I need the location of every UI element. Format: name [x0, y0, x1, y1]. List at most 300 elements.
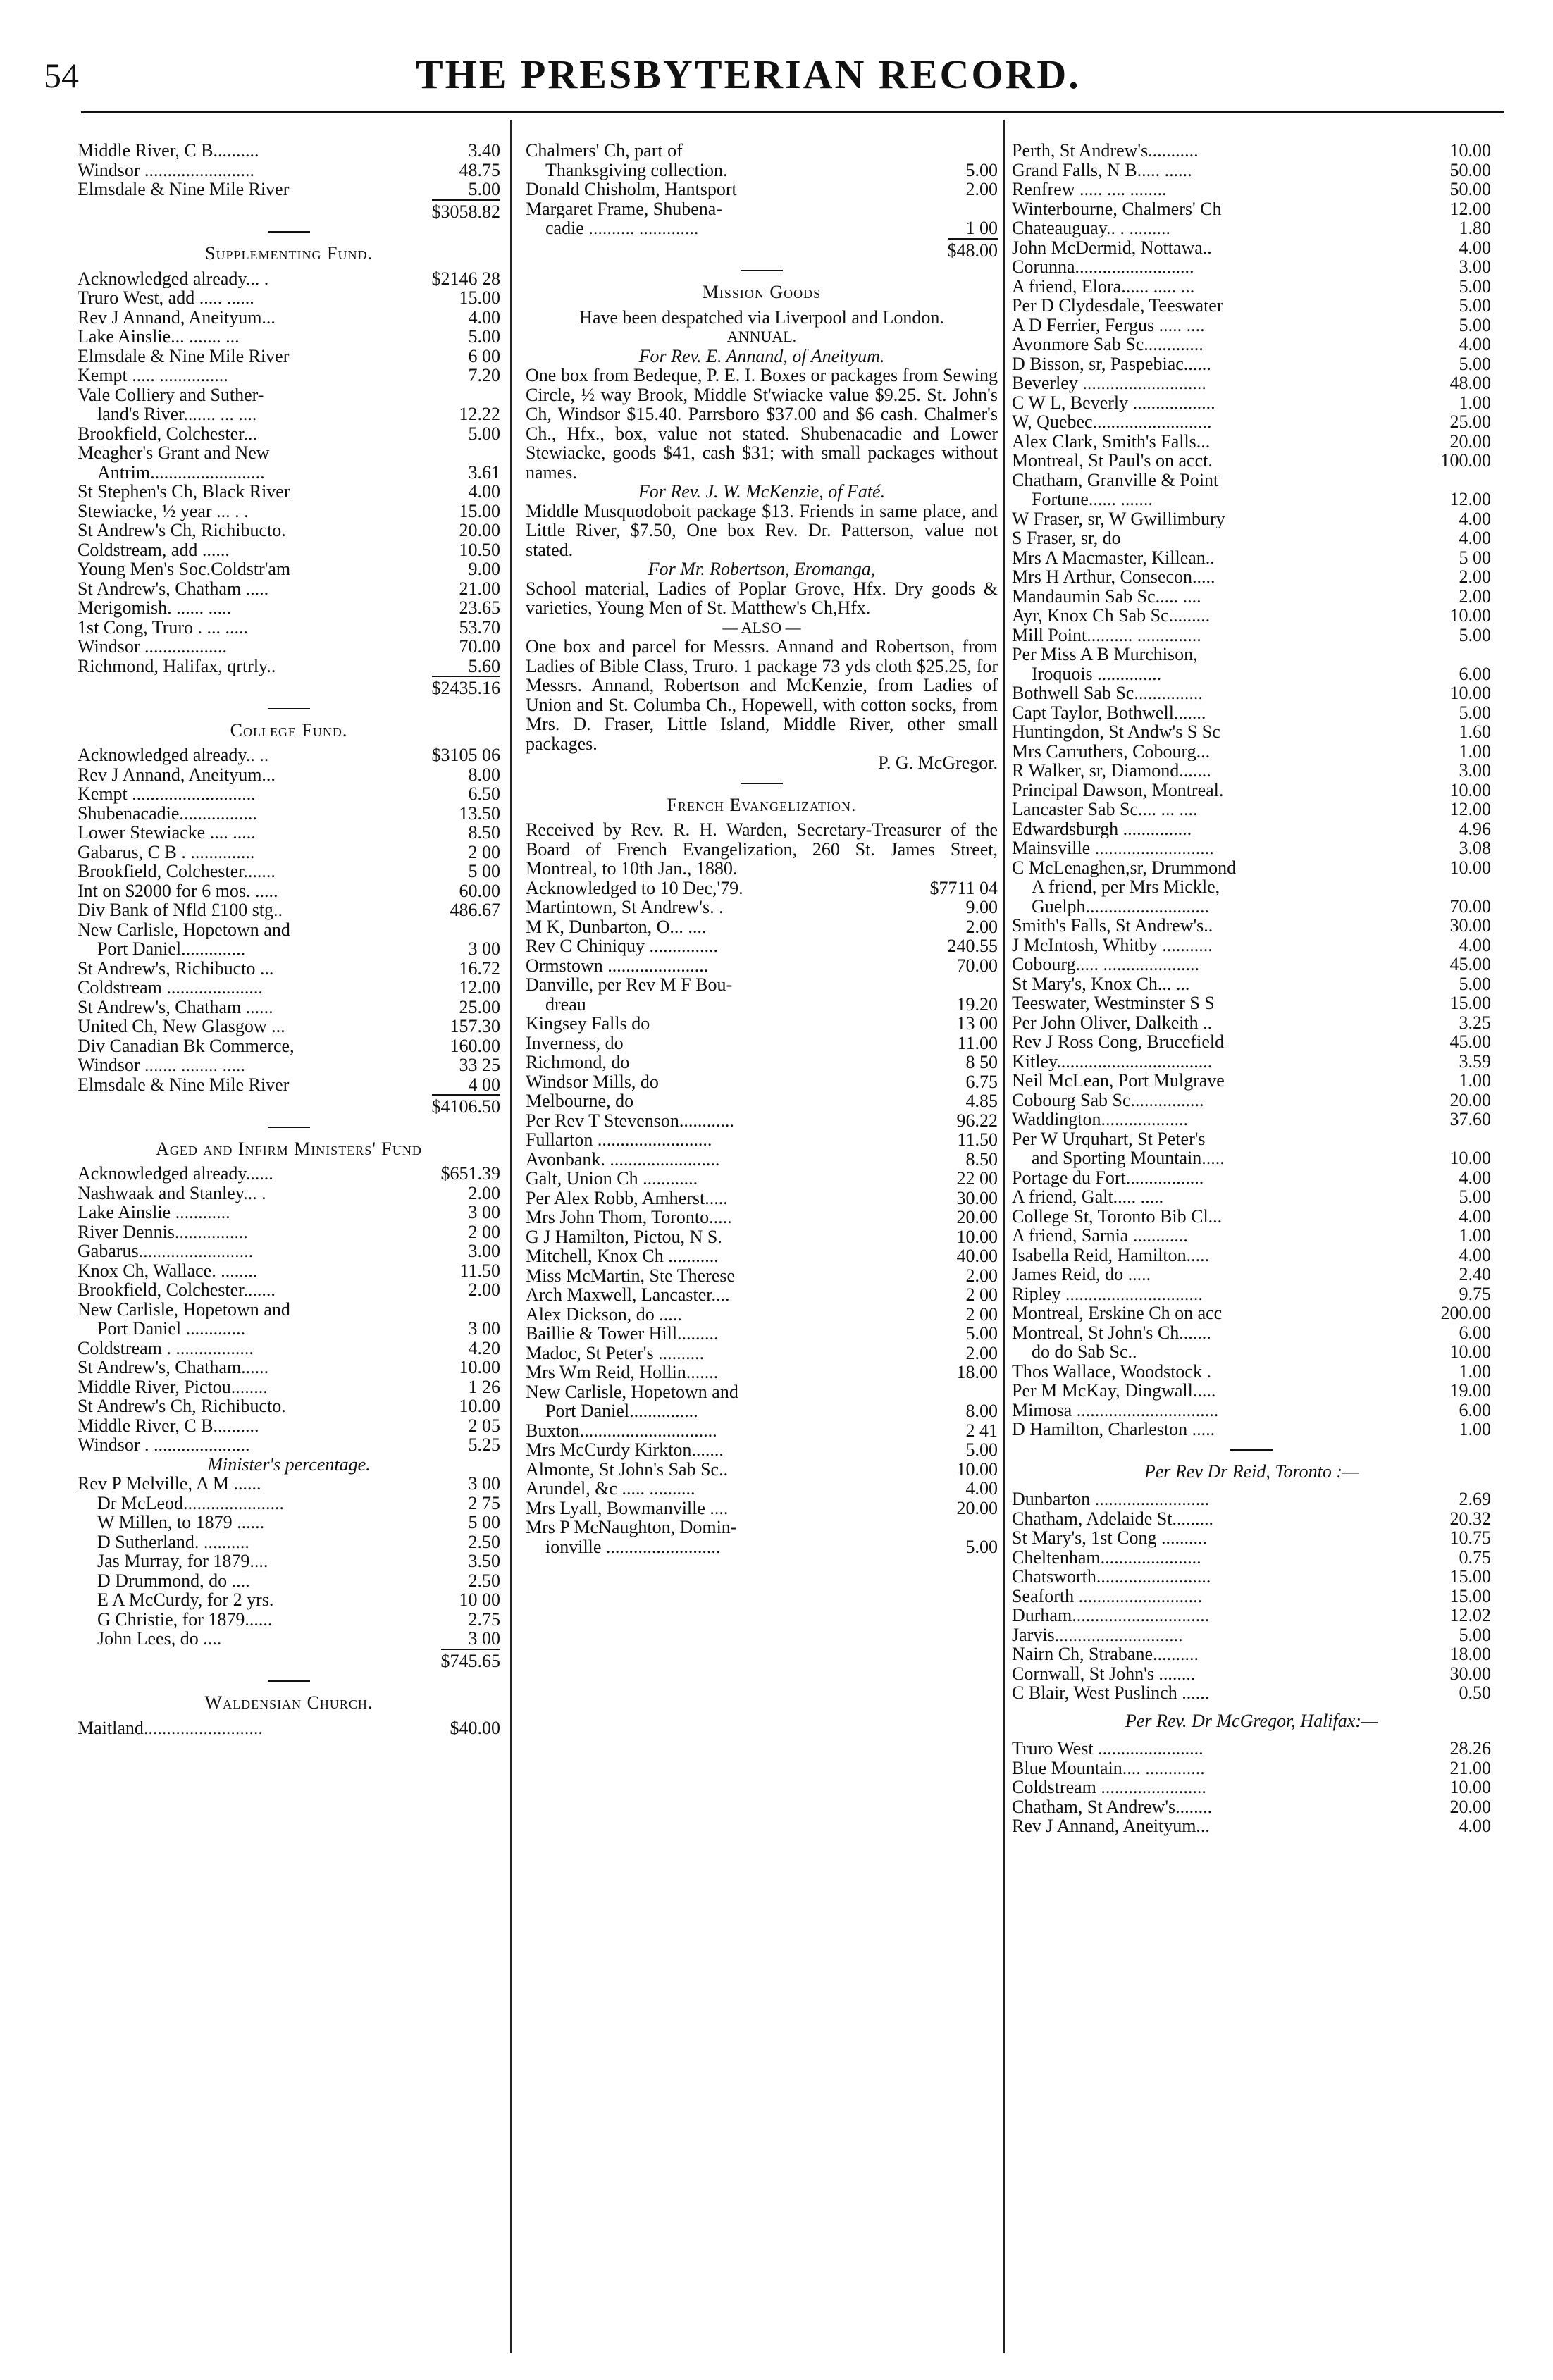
ledger-entry	[1012, 161, 1491, 180]
entry-amount: 40.00	[956, 1246, 998, 1266]
entry-amount: 2.00	[468, 1279, 500, 1300]
ledger-entry	[1012, 1207, 1491, 1227]
ledger-entry	[78, 598, 500, 618]
ledger-entry	[1012, 257, 1491, 277]
entry-amount: 1.80	[1459, 218, 1491, 238]
entry-amount: 10.00	[459, 1357, 500, 1377]
italic-subheading: Per Rev Dr Reid, Toronto :—	[1144, 1461, 1359, 1482]
entry-label: C McLenaghen,sr, Drummond	[1012, 857, 1237, 877]
entry-amount: 20.32	[1449, 1508, 1491, 1529]
entry-label: Bothwell Sab Sc...............	[1012, 683, 1203, 703]
ledger-entry	[1012, 1664, 1491, 1684]
ledger-entry	[526, 1324, 998, 1344]
ledger-entry	[78, 637, 500, 657]
entry-label: Fullarton .........................	[526, 1130, 712, 1150]
entry-label: S Fraser, sr, do	[1012, 528, 1121, 548]
entry-label: James Reid, do .....	[1012, 1265, 1151, 1284]
entry-amount: 3 00	[468, 1318, 500, 1339]
entry-amount: 157.30	[450, 1016, 500, 1036]
section-total	[78, 1094, 500, 1117]
ledger-entry	[1012, 1168, 1491, 1188]
section-total	[526, 238, 998, 261]
entry-amount: 19.00	[1449, 1380, 1491, 1401]
ledger-entry	[526, 1246, 998, 1266]
entry-amount: 48.00	[1449, 373, 1491, 393]
ledger-entry	[1012, 1759, 1491, 1778]
entry-label: A friend, per Mrs Mickle,	[1032, 877, 1220, 897]
small-caption: — ALSO —	[722, 618, 801, 636]
entry-amount: 1.00	[1459, 1225, 1491, 1246]
entry-amount: 2.00	[1459, 585, 1491, 607]
ledger-entry	[78, 327, 500, 347]
total-amount: $4106.50	[432, 1094, 501, 1117]
entry-label: ionville .........................	[545, 1537, 721, 1556]
ledger-entry	[1012, 471, 1491, 490]
entry-amount: 3.00	[1459, 760, 1491, 781]
ledger-entry	[78, 482, 500, 502]
ledger-entry	[78, 366, 500, 385]
entry-amount: 20.00	[1449, 1796, 1491, 1817]
entry-label: Mrs Carruthers, Cobourg...	[1012, 741, 1211, 761]
entry-label: Windsor . .....................	[78, 1435, 250, 1455]
entry-label: John McDermid, Nottawa..	[1012, 237, 1212, 257]
ledger-entry	[526, 1440, 998, 1460]
entry-amount: 5.00	[1459, 275, 1491, 297]
entry-amount: 1.00	[1459, 1070, 1491, 1091]
entry-amount: 1 00	[965, 218, 998, 238]
entry-amount: 15.00	[1449, 1585, 1491, 1606]
entry-amount: 5.00	[965, 1536, 998, 1557]
entry-label: Per W Urquhart, St Peter's	[1012, 1129, 1206, 1148]
entry-amount: 5.00	[1459, 973, 1491, 994]
entry-amount: 30.00	[1449, 1663, 1491, 1684]
entry-amount: 4.00	[1459, 1167, 1491, 1188]
entry-label: River Dennis................	[78, 1222, 248, 1241]
ledger-entry	[1012, 1110, 1491, 1129]
entry-amount: 19.20	[956, 993, 998, 1015]
entry-label: Seaforth ...........................	[1012, 1586, 1203, 1606]
entry-label: Renfrew ..... .... ........	[1012, 180, 1167, 199]
entry-label: Grand Falls, N B..... ......	[1012, 160, 1192, 180]
entry-label: Antrim.........................	[97, 462, 265, 482]
ledger-entry	[78, 881, 500, 901]
entry-label: Lower Stewiacke .... .....	[78, 823, 256, 843]
entry-amount: 2.00	[965, 179, 998, 199]
paragraph: One box from Bedeque, P. E. I. Boxes or packages from Sewing Circle, ½ way Brook, Middle St'wiacke value $9.25. St. John's Ch, Windsor $15.40. Parrsboro $37.00 and $6 cash. Chalmer's Ch., Hfx., box, value not stated. Shubenacadie and Lower Stewiacke, goods $41, cash $31; with small packages without names.	[526, 365, 998, 483]
ledger-entry	[526, 1150, 998, 1170]
section-heading: College Fund.	[230, 719, 348, 740]
ledger-entry	[1012, 1587, 1491, 1606]
entry-amount: 100.00	[1440, 450, 1491, 471]
entry-amount: 5 00	[468, 1512, 500, 1532]
entry-amount: 50.00	[1449, 179, 1491, 199]
entry-label: Ripley ..............................	[1012, 1284, 1203, 1303]
ledger-entry	[526, 995, 998, 1015]
ledger-entry	[526, 1266, 998, 1286]
paragraph: Received by Rev. R. H. Warden, Secretary-Treasurer of the Board of French Evangelization, 260 St. James Street, Montreal, to 10th Jan., 1880.	[526, 819, 998, 879]
italic-subheading: For Mr. Robertson, Eromanga,	[648, 559, 876, 579]
entry-label: Mimosa ...............................	[1012, 1400, 1219, 1420]
entry-label: Arch Maxwell, Lancaster....	[526, 1285, 730, 1305]
entry-amount: 4 00	[468, 1074, 500, 1095]
ledger-entry	[78, 765, 500, 785]
ledger-entry	[1012, 1265, 1491, 1284]
entry-label: St Andrew's, Chatham ......	[78, 997, 273, 1017]
entry-label: Principal Dawson, Montreal.	[1012, 780, 1224, 800]
entry-amount: 2 05	[468, 1415, 500, 1436]
entry-amount: 70.00	[956, 955, 998, 976]
spacer	[1012, 1703, 1491, 1711]
entry-label: St Andrew's, Chatham .....	[78, 578, 269, 598]
entry-amount: $651.39	[440, 1163, 500, 1184]
entry-label: Cheltenham......................	[1012, 1547, 1201, 1567]
entry-amount: 5.00	[1459, 1624, 1491, 1645]
italic-subheading: Minister's percentage.	[207, 1454, 371, 1475]
section-total	[78, 199, 500, 222]
ledger-entry	[78, 784, 500, 804]
entry-label: Alex Clark, Smith's Falls...	[1012, 431, 1211, 451]
entry-label: Kitley..................................	[1012, 1051, 1213, 1071]
journal-title: THE PRESBYTERIAN RECORD.	[416, 51, 1081, 97]
ledger-entry	[526, 1208, 998, 1227]
column-right	[1012, 141, 1491, 1836]
entry-label: Mrs McCurdy Kirkton.......	[526, 1440, 724, 1460]
ledger-entry	[526, 1227, 998, 1247]
entry-amount: 2.75	[468, 1609, 500, 1630]
ledger-entry	[1012, 1091, 1491, 1110]
entry-amount: 3.00	[468, 1241, 500, 1261]
ledger-entry	[1012, 703, 1491, 723]
entry-label: Mrs A Macmaster, Killean..	[1012, 547, 1215, 567]
ledger-entry	[78, 404, 500, 424]
entry-label: Edwardsburgh ...............	[1012, 819, 1192, 838]
entry-amount: 5.60	[468, 655, 500, 676]
entry-amount: 11.50	[459, 1260, 500, 1281]
ledger-entry	[526, 936, 998, 956]
ledger-entry	[1012, 800, 1491, 819]
entry-amount: 16.72	[459, 957, 500, 979]
ledger-entry	[1012, 1778, 1491, 1797]
entry-label: Durham..............................	[1012, 1606, 1210, 1625]
ledger-entry	[1012, 606, 1491, 626]
ledger-entry	[526, 1091, 998, 1111]
entry-label: Kingsey Falls do	[526, 1014, 650, 1034]
entry-amount: 4.00	[1459, 334, 1491, 354]
ledger-entry	[1012, 412, 1491, 432]
entry-label: Truro West .......................	[1012, 1739, 1204, 1759]
entry-label: Gabarus, C B . ..............	[78, 842, 255, 862]
entry-amount: 5 00	[468, 861, 500, 881]
ledger-entry	[1012, 1381, 1491, 1401]
entry-label: Isabella Reid, Hamilton.....	[1012, 1245, 1210, 1265]
ledger-entry	[78, 1435, 500, 1455]
ledger-entry	[1012, 199, 1491, 219]
ledger-entry	[526, 1014, 998, 1034]
entry-amount: 4.00	[1459, 1816, 1491, 1836]
ledger-entry	[1012, 916, 1491, 936]
ledger-entry	[78, 1629, 500, 1649]
ledger-entry	[1012, 1509, 1491, 1529]
entry-label: Per John Oliver, Dalkeith ..	[1012, 1012, 1213, 1032]
ledger-entry	[78, 1184, 500, 1203]
entry-amount: 2.69	[1459, 1489, 1491, 1509]
ledger-entry	[78, 1055, 500, 1075]
ledger-entry	[1012, 664, 1491, 684]
entry-amount: 10.00	[459, 1396, 500, 1416]
entry-label: Thos Wallace, Woodstock .	[1012, 1361, 1211, 1381]
ledger-entry	[1012, 742, 1491, 762]
entry-label: Jarvis............................	[1012, 1625, 1183, 1644]
entry-label: Mrs Lyall, Bowmanville ....	[526, 1498, 729, 1518]
entry-amount: 5.00	[965, 1439, 998, 1460]
ledger-entry	[1012, 1797, 1491, 1817]
ledger-entry	[526, 1499, 998, 1518]
ledger-entry	[526, 1189, 998, 1208]
entry-label: Windsor ..................	[78, 637, 227, 657]
entry-label: Portage du Fort.................	[1012, 1167, 1204, 1187]
entry-amount: 21.00	[459, 578, 500, 599]
ledger-entry	[526, 1363, 998, 1382]
entry-amount: 10.00	[1449, 857, 1491, 878]
entry-label: Chalmers' Ch, part of	[526, 141, 683, 161]
entry-amount: 2 00	[468, 841, 500, 862]
entry-label: Ormstown ......................	[526, 955, 709, 975]
entry-label: W, Quebec..........................	[1012, 412, 1212, 432]
italic-subheading: For Rev. J. W. McKenzie, of Faté.	[638, 481, 886, 502]
entry-label: Chatham, Granville & Point	[1012, 470, 1219, 490]
entry-label: Fortune...... .......	[1032, 490, 1153, 509]
entry-label: D Hamilton, Charleston .....	[1012, 1420, 1215, 1439]
ledger-entry	[1012, 1032, 1491, 1052]
ledger-entry	[78, 900, 500, 920]
entry-amount: 4.00	[468, 306, 500, 328]
entry-amount: 20.00	[956, 1497, 998, 1518]
ledger-entry	[1012, 722, 1491, 742]
entry-amount: 3.08	[1459, 838, 1491, 858]
entry-label: Perth, St Andrew's...........	[1012, 141, 1199, 161]
entry-amount: 8.50	[965, 1148, 998, 1170]
entry-label: St Stephen's Ch, Black River	[78, 482, 290, 502]
entry-amount: 3 00	[468, 1202, 500, 1222]
entry-amount: 5.00	[468, 179, 500, 199]
entry-amount: 3.25	[1459, 1012, 1491, 1033]
entry-amount: 3.50	[468, 1551, 500, 1571]
entry-label: Young Men's Soc.Coldstr'am	[78, 559, 291, 579]
entry-label: Meagher's Grant and New	[78, 443, 270, 463]
entry-label: Coldstream .....................	[78, 978, 263, 998]
ledger-entry	[78, 443, 500, 463]
ledger-entry	[1012, 761, 1491, 781]
entry-label: Vale Colliery and Suther-	[78, 385, 264, 404]
entry-amount: 2 00	[965, 1284, 998, 1305]
entry-amount: 8.00	[965, 1401, 998, 1421]
ledger-entry	[1012, 1401, 1491, 1420]
ledger-entry	[1012, 393, 1491, 413]
entry-amount: 4.00	[1459, 934, 1491, 955]
entry-label: Waddington...................	[1012, 1110, 1188, 1129]
entry-amount: 20.00	[956, 1207, 998, 1227]
ledger-entry	[1012, 316, 1491, 335]
ledger-entry	[78, 559, 500, 579]
entry-amount: 2.00	[965, 1265, 998, 1286]
entry-label: Mrs John Thom, Toronto.....	[526, 1208, 732, 1227]
ledger-entry	[526, 1518, 998, 1537]
ledger-entry	[78, 1036, 500, 1056]
entry-label: Per D Clydesdale, Teeswater	[1012, 296, 1223, 316]
ledger-entry	[78, 843, 500, 862]
entry-amount: 13.50	[459, 802, 500, 824]
ledger-entry	[1012, 432, 1491, 452]
entry-label: Buxton..............................	[526, 1420, 717, 1440]
ledger-entry	[78, 579, 500, 599]
entry-label: Stewiacke, ½ year ... . .	[78, 501, 249, 521]
total-amount: $745.65	[441, 1649, 501, 1671]
entry-label: Rev P Melville, A M ......	[78, 1474, 261, 1494]
ledger-entry	[78, 180, 500, 199]
ledger-entry	[78, 745, 500, 765]
entry-amount: 0.75	[1459, 1547, 1491, 1568]
entry-amount: 50.00	[1449, 159, 1491, 180]
entry-amount: 4.96	[1459, 818, 1491, 839]
entry-label: Dunbarton .........................	[1012, 1489, 1210, 1509]
entry-label: Melbourne, do	[526, 1091, 634, 1111]
entry-label: Avonbank. ........................	[526, 1149, 720, 1169]
ledger-entry	[78, 1610, 500, 1630]
entry-amount: 3.40	[468, 140, 500, 161]
ledger-entry	[78, 1339, 500, 1358]
entry-label: W Millen, to 1879 ......	[97, 1513, 265, 1532]
ledger-entry	[1012, 335, 1491, 354]
ledger-entry	[78, 959, 500, 979]
ledger-entry	[526, 1382, 998, 1402]
entry-amount: 18.00	[1449, 1644, 1491, 1664]
ledger-entry	[526, 975, 998, 995]
entry-amount: 2.50	[468, 1570, 500, 1591]
entry-amount: 5.00	[1459, 702, 1491, 723]
ledger-entry	[1012, 1683, 1491, 1703]
entry-label: J McIntosh, Whitby ...........	[1012, 935, 1213, 955]
ledger-entry	[78, 269, 500, 289]
entry-amount: 23.65	[459, 597, 500, 618]
entry-amount: 21.00	[1449, 1757, 1491, 1778]
entry-amount: 12.00	[1449, 198, 1491, 219]
ledger-entry	[1012, 645, 1491, 664]
section-separator	[741, 270, 783, 271]
entry-amount: 15.00	[459, 500, 500, 521]
ledger-entry	[78, 804, 500, 824]
entry-amount: 11.00	[957, 1032, 998, 1053]
entry-amount: 1.00	[1459, 1419, 1491, 1439]
ledger-entry	[526, 1053, 998, 1072]
ledger-entry	[78, 1494, 500, 1513]
entry-amount: 5.00	[965, 159, 998, 180]
entry-amount: 45.00	[1449, 954, 1491, 974]
section-separator	[268, 231, 310, 233]
total-amount: $48.00	[948, 238, 998, 261]
ledger-entry	[78, 1017, 500, 1036]
entry-label: Elmsdale & Nine Mile River	[78, 346, 290, 366]
entry-amount: 4.00	[1459, 1206, 1491, 1227]
entry-amount: 5 00	[1459, 547, 1491, 568]
ledger-entry	[526, 218, 998, 238]
entry-amount: 4.00	[965, 1478, 998, 1499]
ledger-entry	[526, 1401, 998, 1421]
entry-label: C W L, Beverly ..................	[1012, 392, 1215, 412]
ledger-entry	[78, 1718, 500, 1738]
ledger-entry	[78, 1474, 500, 1494]
entry-amount: 10.00	[1449, 605, 1491, 626]
entry-label: Mandaumin Sab Sc..... ....	[1012, 586, 1201, 606]
entry-label: Port Daniel..............	[97, 939, 246, 959]
entry-label: Ayr, Knox Ch Sab Sc.........	[1012, 606, 1211, 626]
entry-label: Corunna..........................	[1012, 257, 1194, 277]
entry-label: Acknowledged already.. ..	[78, 745, 269, 765]
entry-label: Montreal, Erskine Ch on acc	[1012, 1303, 1223, 1323]
ledger-entry	[1012, 955, 1491, 974]
ledger-entry	[526, 161, 998, 180]
entry-label: Jas Murray, for 1879....	[97, 1551, 268, 1571]
ledger-entry	[1012, 567, 1491, 587]
ledger-entry	[1012, 451, 1491, 471]
ledger-entry	[1012, 141, 1491, 161]
section-heading: Supplementing Fund.	[205, 243, 373, 264]
entry-label: Chatsworth.........................	[1012, 1567, 1211, 1587]
ledger-entry	[78, 1377, 500, 1397]
section-total	[78, 1649, 500, 1671]
column-divider-1	[510, 120, 512, 2353]
ledger-entry	[78, 141, 500, 161]
entry-amount: 6.50	[468, 783, 500, 804]
total-amount: $2435.16	[432, 676, 501, 698]
entry-label: Rev J Annand, Aneityum...	[1012, 1816, 1210, 1836]
entry-label: Middle River, C B..........	[78, 141, 259, 161]
ledger-entry	[78, 1280, 500, 1300]
entry-label: Winterbourne, Chalmers' Ch	[1012, 199, 1222, 218]
entry-label: St Andrew's, Chatham......	[78, 1358, 269, 1377]
ledger-entry	[1012, 1816, 1491, 1836]
signature: P. G. McGregor.	[878, 752, 998, 773]
entry-amount: 10.00	[1449, 1341, 1491, 1362]
ledger-entry	[1012, 1548, 1491, 1568]
section-total	[78, 676, 500, 698]
ledger-entry	[1012, 1342, 1491, 1362]
entry-amount: 11.50	[957, 1129, 998, 1150]
paragraph: Middle Musquodoboit package $13. Friends in same place, and Little River, $7.50, One box Rev. Dr. Patterson, value not stated.	[526, 500, 998, 560]
ledger-entry	[1012, 626, 1491, 645]
entry-amount: 45.00	[1449, 1031, 1491, 1052]
ledger-entry	[78, 521, 500, 540]
ledger-entry	[78, 920, 500, 940]
entry-label: R Walker, sr, Diamond.......	[1012, 761, 1211, 781]
entry-amount: 5.00	[965, 1323, 998, 1344]
entry-label: St Mary's, 1st Cong ..........	[1012, 1528, 1207, 1548]
entry-label: Brookfield, Colchester.......	[78, 1280, 276, 1300]
entry-amount: 8.50	[468, 822, 500, 843]
ledger-entry	[1012, 1129, 1491, 1149]
entry-label: St Mary's, Knox Ch... ...	[1012, 974, 1190, 993]
ledger-entry	[78, 823, 500, 843]
ledger-entry	[1012, 1323, 1491, 1343]
ledger-entry	[78, 862, 500, 881]
entry-amount: 8.00	[468, 764, 500, 785]
entry-label: Elmsdale & Nine Mile River	[78, 1074, 290, 1094]
entry-label: Montreal, St Paul's on acct.	[1012, 451, 1213, 471]
ledger-entry	[78, 1396, 500, 1416]
entry-amount: 22 00	[956, 1168, 998, 1189]
entry-label: Madoc, St Peter's ..........	[526, 1343, 705, 1363]
entry-label: Danville, per Rev M F Bou-	[526, 975, 733, 995]
entry-label: Richmond, Halifax, qrtrly..	[78, 656, 276, 676]
